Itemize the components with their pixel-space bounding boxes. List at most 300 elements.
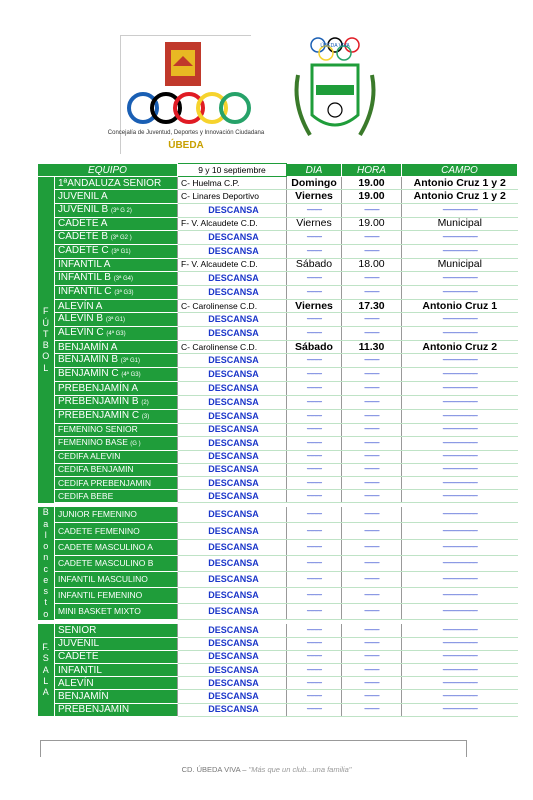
dia-dash: -----------	[287, 690, 342, 703]
table-row	[38, 299, 518, 312]
team-group-tag: (3ª G 2)	[110, 207, 132, 214]
rest-label: DESCANSA	[178, 450, 287, 463]
team-name-text: JUVENIL	[58, 638, 100, 650]
hora-dash: -----------	[342, 650, 402, 663]
campo-dash: --------------------------	[402, 230, 518, 244]
team-name-text: SENIOR	[58, 625, 97, 637]
dia-dash: -----------	[287, 477, 342, 490]
hora-dash: -----------	[342, 664, 402, 677]
dia-dash: -----------	[287, 436, 342, 450]
rival-name: C- Huelma C.P.	[178, 177, 287, 190]
olympic-rings-icon	[129, 94, 249, 122]
rest-label: DESCANSA	[178, 703, 287, 716]
table-row	[38, 203, 518, 217]
section-label-letter: a	[43, 518, 49, 529]
team-name	[55, 703, 178, 716]
campo-dash: --------------------------	[402, 354, 518, 368]
team-name-text: CADETE MASCULINO B	[58, 557, 154, 568]
dia-dash: -----------	[287, 285, 342, 299]
section-label-letter: A	[42, 687, 49, 698]
table-row	[38, 604, 518, 620]
team-name	[55, 423, 178, 436]
campo-dash: --------------------------	[402, 637, 518, 650]
header-dia: DIA	[287, 164, 342, 177]
hora-dash: -----------	[342, 490, 402, 503]
team-name	[55, 299, 178, 312]
hora-dash: -----------	[342, 395, 402, 409]
team-group-tag: (4ª G3)	[106, 331, 126, 338]
table-row	[38, 327, 518, 341]
team-group-tag: (3)	[141, 413, 150, 420]
rest-label: DESCANSA	[178, 664, 287, 677]
table-row	[38, 490, 518, 503]
team-name-text: CEDIFA BEBE	[58, 490, 114, 501]
team-name	[55, 650, 178, 663]
campo-dash: --------------------------	[402, 507, 518, 523]
campo-dash: --------------------------	[402, 327, 518, 341]
council-city: ÚBEDA	[168, 140, 204, 151]
rest-label: DESCANSA	[178, 555, 287, 571]
table-row	[38, 588, 518, 604]
match-day: Sábado	[287, 258, 342, 271]
header-row	[38, 164, 518, 177]
hora-dash: -----------	[342, 677, 402, 690]
team-name	[55, 477, 178, 490]
table-row	[38, 637, 518, 650]
section-label-letter: B	[42, 507, 49, 518]
campo-dash: --------------------------	[402, 368, 518, 382]
match-field: Antonio Cruz 1 y 2	[402, 177, 518, 190]
section-label-letter: L	[43, 675, 49, 686]
rest-label: DESCANSA	[178, 409, 287, 423]
table-row	[38, 624, 518, 637]
team-name	[55, 313, 178, 327]
hora-dash: -----------	[342, 588, 402, 604]
team-group-tag: (G )	[130, 440, 141, 447]
section-label-letter: c	[43, 563, 48, 574]
hora-dash: -----------	[342, 368, 402, 382]
dia-dash: -----------	[287, 230, 342, 244]
team-name	[55, 637, 178, 650]
team-name	[55, 341, 178, 354]
team-name-text: BENJAMÍN A	[58, 341, 118, 353]
dia-dash: -----------	[287, 463, 342, 476]
section-label-letter: L	[43, 362, 49, 373]
team-name	[55, 230, 178, 244]
match-time: 19.00	[342, 177, 402, 190]
team-name-text: CADETE FEMENINO	[58, 525, 140, 536]
rest-label: DESCANSA	[178, 368, 287, 382]
section-label-letter: B	[42, 340, 49, 351]
rest-label: DESCANSA	[178, 677, 287, 690]
dia-dash: -----------	[287, 571, 342, 587]
table-row	[38, 271, 518, 285]
team-name	[55, 490, 178, 503]
footer	[0, 765, 533, 774]
team-name-text: ALEVÍN A	[58, 300, 103, 312]
team-name-text: INFANTIL C	[58, 285, 112, 297]
hora-dash: -----------	[342, 327, 402, 341]
team-name	[55, 436, 178, 450]
dia-dash: -----------	[287, 409, 342, 423]
section-label-letter: o	[43, 608, 49, 619]
table-row	[38, 258, 518, 271]
dia-dash: -----------	[287, 271, 342, 285]
team-name	[55, 604, 178, 620]
team-name	[55, 217, 178, 230]
header-hora: HORA	[342, 164, 402, 177]
section-label-letter: F	[43, 306, 49, 317]
team-name-text: 1ªANDALUZA SENIOR	[58, 177, 162, 189]
campo-dash: --------------------------	[402, 477, 518, 490]
team-name	[55, 177, 178, 190]
coat-of-arms-icon	[165, 42, 201, 86]
football-icon	[328, 103, 342, 117]
team-name	[55, 624, 178, 637]
table-row	[38, 354, 518, 368]
rest-label: DESCANSA	[178, 354, 287, 368]
match-time: 19.00	[342, 217, 402, 230]
rest-label: DESCANSA	[178, 327, 287, 341]
team-name-text: PREBENJAMIN C	[58, 409, 140, 421]
dia-dash: -----------	[287, 327, 342, 341]
team-name-text: CEDIFA ALEVIN	[58, 451, 121, 462]
dia-dash: -----------	[287, 539, 342, 555]
council-name: Concejalía de Juventud, Deportes y Innovación Ciudadana	[107, 130, 265, 136]
team-name	[55, 244, 178, 258]
match-field: Antonio Cruz 1 y 2	[402, 190, 518, 203]
rest-label: DESCANSA	[178, 523, 287, 539]
campo-dash: --------------------------	[402, 664, 518, 677]
hora-dash: -----------	[342, 507, 402, 523]
table-row	[38, 423, 518, 436]
table-row	[38, 690, 518, 703]
team-name	[55, 690, 178, 703]
team-name	[55, 203, 178, 217]
team-name	[55, 677, 178, 690]
campo-dash: --------------------------	[402, 463, 518, 476]
team-name-text: INFANTIL	[58, 664, 102, 676]
team-name-text: CEDIFA BENJAMIN	[58, 464, 134, 475]
dia-dash: -----------	[287, 507, 342, 523]
team-group-tag: (3ª G2 )	[110, 234, 132, 241]
match-time: 11.30	[342, 341, 402, 354]
campo-dash: --------------------------	[402, 382, 518, 395]
dia-dash: -----------	[287, 637, 342, 650]
table-row	[38, 555, 518, 571]
table-row	[38, 571, 518, 587]
team-name	[55, 271, 178, 285]
dia-dash: -----------	[287, 244, 342, 258]
table-row	[38, 677, 518, 690]
team-name	[55, 571, 178, 587]
rival-name: C- Carolinense C.D.	[178, 341, 287, 354]
campo-dash: --------------------------	[402, 490, 518, 503]
match-day: Sábado	[287, 341, 342, 354]
rival-name: C- Carolinense C.D.	[178, 299, 287, 312]
hora-dash: -----------	[342, 313, 402, 327]
dia-dash: -----------	[287, 354, 342, 368]
rest-label: DESCANSA	[178, 285, 287, 299]
section-label-letter: l	[44, 529, 47, 540]
match-day: Viernes	[287, 299, 342, 312]
rest-label: DESCANSA	[178, 463, 287, 476]
table-row	[38, 664, 518, 677]
table-row	[38, 523, 518, 539]
hora-dash: -----------	[342, 285, 402, 299]
hora-dash: -----------	[342, 244, 402, 258]
campo-dash: --------------------------	[402, 703, 518, 716]
hora-dash: -----------	[342, 230, 402, 244]
team-group-tag: (3ª G1)	[120, 358, 141, 365]
match-day: Viernes	[287, 190, 342, 203]
team-name-text: BENJAMÍN C	[58, 368, 119, 380]
campo-dash: --------------------------	[402, 244, 518, 258]
table-row	[38, 436, 518, 450]
rest-label: DESCANSA	[178, 490, 287, 503]
hora-dash: -----------	[342, 409, 402, 423]
team-group-tag: (3ª G3)	[114, 289, 134, 296]
dia-dash: -----------	[287, 382, 342, 395]
rest-label: DESCANSA	[178, 571, 287, 587]
hora-dash: -----------	[342, 354, 402, 368]
match-day: Domingo	[287, 177, 342, 190]
hora-dash: -----------	[342, 450, 402, 463]
team-name-text: MINI BASKET MIXTO	[58, 606, 141, 617]
rest-label: DESCANSA	[178, 539, 287, 555]
team-group-tag: (4ª G3)	[121, 372, 141, 379]
team-name	[55, 258, 178, 271]
rest-label: DESCANSA	[178, 624, 287, 637]
table-row	[38, 230, 518, 244]
club-crest-text: ÚBEDA VIVA	[320, 43, 350, 49]
team-name	[55, 409, 178, 423]
match-day: Viernes	[287, 217, 342, 230]
section-label	[38, 177, 55, 503]
dia-dash: -----------	[287, 677, 342, 690]
section-label	[38, 624, 55, 716]
hora-dash: -----------	[342, 423, 402, 436]
team-name-text: CEDIFA PREBENJAMIN	[58, 477, 152, 488]
team-name	[55, 327, 178, 341]
hora-dash: -----------	[342, 271, 402, 285]
team-name	[55, 395, 178, 409]
header-campo: CAMPO	[402, 164, 518, 177]
team-group-tag: (3ª G1)	[105, 317, 126, 324]
team-name-text: ALEVÍN C	[58, 327, 104, 339]
hora-dash: -----------	[342, 382, 402, 395]
team-name-text: FEMENINO SENIOR	[58, 424, 138, 435]
section-label-letter: s	[43, 586, 48, 597]
rest-label: DESCANSA	[178, 690, 287, 703]
campo-dash: --------------------------	[402, 539, 518, 555]
section-label	[38, 507, 55, 620]
campo-dash: --------------------------	[402, 423, 518, 436]
campo-dash: --------------------------	[402, 271, 518, 285]
rest-label: DESCANSA	[178, 423, 287, 436]
team-name	[55, 285, 178, 299]
dia-dash: -----------	[287, 395, 342, 409]
campo-dash: --------------------------	[402, 588, 518, 604]
rest-label: DESCANSA	[178, 313, 287, 327]
rest-label: DESCANSA	[178, 203, 287, 217]
hora-dash: -----------	[342, 624, 402, 637]
dia-dash: -----------	[287, 664, 342, 677]
footer-frame	[40, 740, 467, 757]
campo-dash: --------------------------	[402, 555, 518, 571]
table-row	[38, 507, 518, 523]
campo-dash: --------------------------	[402, 395, 518, 409]
dia-dash: -----------	[287, 703, 342, 716]
team-name-text: JUVENIL B	[58, 203, 109, 215]
team-name	[55, 588, 178, 604]
hora-dash: -----------	[342, 690, 402, 703]
table-row	[38, 477, 518, 490]
dia-dash: -----------	[287, 555, 342, 571]
section-label-letter: t	[44, 597, 47, 608]
campo-dash: --------------------------	[402, 450, 518, 463]
team-name-text: INFANTIL B	[58, 271, 111, 283]
campo-dash: --------------------------	[402, 571, 518, 587]
dia-dash: -----------	[287, 624, 342, 637]
table-row	[38, 190, 518, 203]
team-name-text: BENJAMÍN B	[58, 354, 119, 366]
section-label-letter: n	[43, 552, 49, 563]
team-name	[55, 507, 178, 523]
campo-dash: --------------------------	[402, 677, 518, 690]
footer-club: CD. ÚBEDA VIVA –	[181, 765, 247, 774]
team-name-text: CADETE	[58, 651, 99, 663]
hora-dash: -----------	[342, 555, 402, 571]
team-group-tag: (3ª G4)	[113, 275, 133, 282]
team-name	[55, 190, 178, 203]
team-name	[55, 450, 178, 463]
hora-dash: -----------	[342, 477, 402, 490]
table-row	[38, 177, 518, 190]
team-name	[55, 354, 178, 368]
match-time: 18.00	[342, 258, 402, 271]
dia-dash: -----------	[287, 423, 342, 436]
match-field: Municipal	[402, 258, 518, 271]
section-label-letter: T	[43, 328, 49, 339]
table-row	[38, 217, 518, 230]
rest-label: DESCANSA	[178, 382, 287, 395]
rest-label: DESCANSA	[178, 650, 287, 663]
rest-label: DESCANSA	[178, 588, 287, 604]
team-name-text: CADETE B	[58, 230, 109, 242]
campo-dash: --------------------------	[402, 409, 518, 423]
table-row	[38, 244, 518, 258]
dia-dash: -----------	[287, 588, 342, 604]
section-label-letter: Ú	[42, 317, 49, 328]
team-name-text: PREBENJAMÍN A	[58, 382, 139, 394]
team-name-text: JUNIOR FEMENINO	[58, 509, 137, 520]
hora-dash: -----------	[342, 203, 402, 217]
hora-dash: -----------	[342, 436, 402, 450]
section-label-letter: e	[43, 574, 49, 585]
rest-label: DESCANSA	[178, 230, 287, 244]
team-name	[55, 664, 178, 677]
section-label-letter: o	[43, 541, 49, 552]
hora-dash: -----------	[342, 523, 402, 539]
team-name	[55, 539, 178, 555]
team-name	[55, 368, 178, 382]
table-row	[38, 368, 518, 382]
rest-label: DESCANSA	[178, 436, 287, 450]
campo-dash: --------------------------	[402, 313, 518, 327]
rest-label: DESCANSA	[178, 507, 287, 523]
campo-dash: --------------------------	[402, 436, 518, 450]
dia-dash: -----------	[287, 523, 342, 539]
match-field: Antonio Cruz 1	[402, 299, 518, 312]
hora-dash: -----------	[342, 637, 402, 650]
team-name-text: PREBENJAMIN	[58, 704, 130, 716]
dia-dash: -----------	[287, 490, 342, 503]
campo-dash: --------------------------	[402, 624, 518, 637]
rest-label: DESCANSA	[178, 637, 287, 650]
rival-name: F- V. Alcaudete C.D.	[178, 258, 287, 271]
table-row	[38, 395, 518, 409]
table-row	[38, 450, 518, 463]
campo-dash: --------------------------	[402, 285, 518, 299]
dia-dash: -----------	[287, 650, 342, 663]
table-row	[38, 409, 518, 423]
team-name-text: INFANTIL FEMENINO	[58, 590, 143, 601]
table-row	[38, 382, 518, 395]
table-row	[38, 285, 518, 299]
section-label-letter: F.	[42, 642, 50, 653]
hora-dash: -----------	[342, 463, 402, 476]
rest-label: DESCANSA	[178, 271, 287, 285]
team-name-text: FEMENINO BASE	[58, 436, 128, 447]
team-name-text: JUVENIL A	[58, 190, 108, 202]
hora-dash: -----------	[342, 539, 402, 555]
header-equipo: EQUIPO	[38, 164, 178, 177]
table-row	[38, 650, 518, 663]
team-name-text: BENJAMÍN	[58, 690, 109, 702]
rival-name: F- V. Alcaudete C.D.	[178, 217, 287, 230]
table-row	[38, 703, 518, 716]
hora-dash: -----------	[342, 703, 402, 716]
table-row	[38, 313, 518, 327]
rival-name: C- Linares Deportivo	[178, 190, 287, 203]
campo-dash: --------------------------	[402, 690, 518, 703]
rest-label: DESCANSA	[178, 395, 287, 409]
dia-dash: -----------	[287, 604, 342, 620]
dia-dash: -----------	[287, 313, 342, 327]
match-time: 17.30	[342, 299, 402, 312]
team-name-text: INFANTIL MASCULINO	[58, 574, 148, 585]
dia-dash: -----------	[287, 368, 342, 382]
header-date: 9 y 10 septiembre	[178, 164, 287, 177]
match-field: Municipal	[402, 217, 518, 230]
rest-label: DESCANSA	[178, 477, 287, 490]
club-crest	[290, 35, 380, 153]
team-name-text: CADETE A	[58, 218, 108, 230]
team-name	[55, 463, 178, 476]
rings-icon	[311, 38, 359, 60]
section-label-letter: A	[42, 664, 49, 675]
hora-dash: -----------	[342, 604, 402, 620]
team-name	[55, 555, 178, 571]
team-name	[55, 523, 178, 539]
team-name-text: INFANTIL A	[58, 259, 111, 271]
section-label-letter: S	[42, 653, 49, 664]
team-name-text: ALEVÍN B	[58, 313, 104, 325]
match-time: 19.00	[342, 190, 402, 203]
rest-label: DESCANSA	[178, 244, 287, 258]
dia-dash: -----------	[287, 203, 342, 217]
